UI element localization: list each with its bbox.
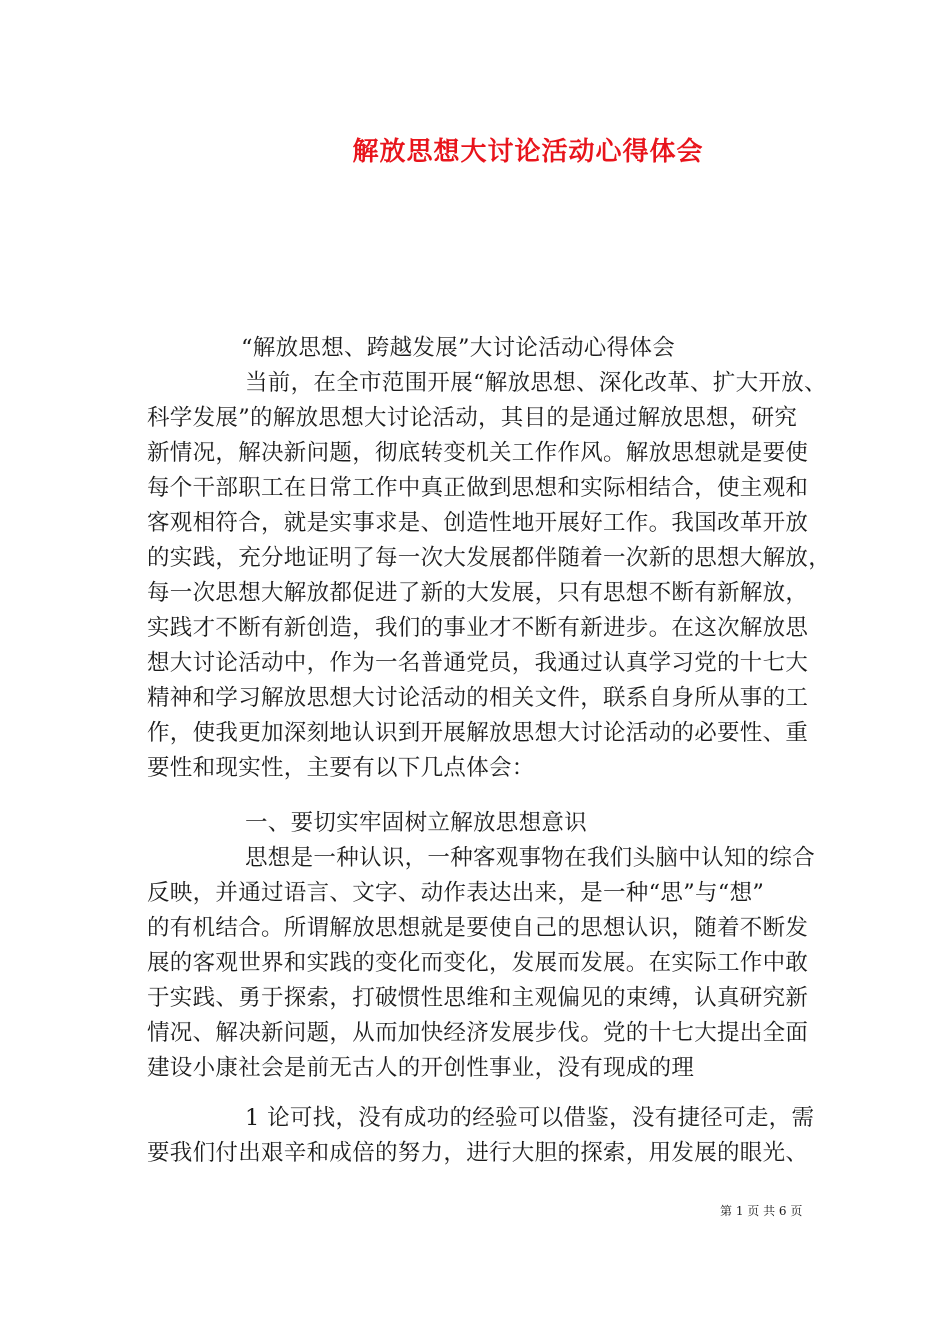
paragraph-line: 的实践，充分地证明了每一次大发展都伴随着一次新的思想大解放， bbox=[147, 545, 832, 571]
paragraph-line: 于实践、勇于探索，打破惯性思维和主观偏见的束缚，认真研究新 bbox=[147, 985, 809, 1011]
paragraph-line: 作，使我更加深刻地认识到开展解放思想大讨论活动的必要性、重 bbox=[147, 720, 809, 746]
paragraph-line: 反映，并通过语言、文字、动作表达出来，是一种“思”与“想” bbox=[147, 880, 765, 906]
paragraph-line: 每一次思想大解放都促进了新的大发展，只有思想不断有新解放， bbox=[147, 580, 809, 606]
paragraph-line: 的有机结合。所谓解放思想就是要使自己的思想认识，随着不断发 bbox=[147, 915, 809, 941]
paragraph-line: 每个干部职工在日常工作中真正做到思想和实际相结合，使主观和 bbox=[147, 475, 809, 501]
paragraph-line: 思想是一种认识，一种客观事物在我们头脑中认知的综合 bbox=[245, 845, 816, 871]
paragraph-line: 建设小康社会是前无古人的开创性事业，没有现成的理 bbox=[147, 1055, 695, 1081]
paragraph-line: 新情况，解决新问题，彻底转变机关工作作风。解放思想就是要使 bbox=[147, 440, 809, 466]
paragraph-line: 情况、解决新问题，从而加快经济发展步伐。党的十七大提出全面 bbox=[147, 1020, 809, 1046]
paragraph-line: 科学发展”的解放思想大讨论活动，其目的是通过解放思想，研究 bbox=[147, 405, 798, 431]
paragraph-line: 精神和学习解放思想大讨论活动的相关文件，联系自身所从事的工 bbox=[147, 685, 809, 711]
paragraph-line: 客观相符合，就是实事求是、创造性地开展好工作。我国改革开放 bbox=[147, 510, 809, 536]
paragraph-line: 当前，在全市范围开展“解放思想、深化改革、扩大开放、 bbox=[245, 370, 827, 396]
paragraph-line: 展的客观世界和实践的变化而变化，发展而发展。在实际工作中敢 bbox=[147, 950, 809, 976]
document-title: 解放思想大讨论活动心得体会 bbox=[352, 137, 704, 167]
paragraph-line: 要性和现实性，主要有以下几点体会： bbox=[147, 755, 535, 781]
paragraph-line: 要我们付出艰辛和成倍的努力，进行大胆的探索，用发展的眼光、 bbox=[147, 1140, 809, 1166]
document-subtitle: “解放思想、跨越发展”大讨论活动心得体会 bbox=[241, 335, 676, 361]
paragraph-line: 实践才不断有新创造，我们的事业才不断有新进步。在这次解放思 bbox=[147, 615, 809, 641]
section-heading: 一、要切实牢固树立解放思想意识 bbox=[245, 810, 588, 836]
paragraph-line: 想大讨论活动中，作为一名普通党员，我通过认真学习党的十七大 bbox=[147, 650, 809, 676]
paragraph-line: 1 论可找，没有成功的经验可以借鉴，没有捷径可走，需 bbox=[245, 1105, 815, 1131]
page-number: 第 1 页 共 6 页 bbox=[720, 1204, 803, 1218]
